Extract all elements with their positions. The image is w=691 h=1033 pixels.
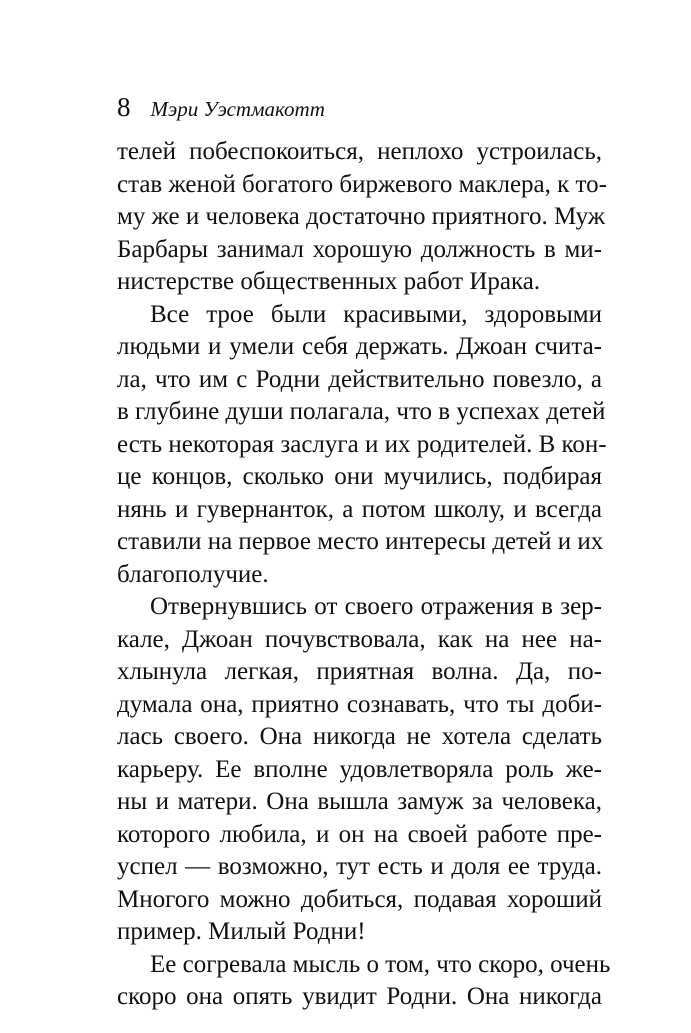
text-line: хлынула легкая, приятная волна. Да, по-: [117, 658, 602, 685]
text-line: благополучие.: [117, 560, 269, 588]
text-line: нистерстве общественных работ Ирака.: [117, 268, 541, 295]
text-line: Отвернувшись от своего отражения в зер-: [150, 593, 602, 620]
body-text: [117, 136, 611, 1014]
text-line: которого любила, и он на своей работе пре-: [117, 820, 602, 848]
text-line: людьми и умели себя держать. Джоан счита-: [117, 333, 602, 360]
running-title: Мэри Уэстмакотт: [150, 97, 325, 121]
text-line: став женой богатого биржевого маклера, к то-: [117, 170, 607, 198]
text-line: есть некоторая заслуга и их родителей. В кон-: [117, 430, 607, 458]
text-line: Все трое были красивыми, здоровыми: [150, 300, 602, 328]
text-line: лась своего. Она никогда не хотела сделать: [117, 723, 602, 750]
page-number: 8: [117, 92, 131, 122]
text-line: думала она, приятно сознавать, что ты доби-: [117, 690, 602, 718]
text-line: карьеру. Ее вполне удовлетворяла роль же-: [117, 755, 602, 783]
text-line: скоро она опять увидит Родни. Она никогда: [117, 983, 602, 1010]
text-line: телей побеспокоиться, неплохо устроилась,: [117, 138, 602, 165]
text-line: пример. Милый Родни!: [117, 918, 366, 945]
text-line: Ее согревала мысль о том, что скоро, очень: [150, 950, 611, 978]
text-line: в глубине души полагала, что в успехах детей: [117, 398, 606, 425]
text-line: кале, Джоан почувствовала, как на нее на-: [117, 625, 602, 653]
text-line: нянь и гувернанток, а потом школу, и всегда: [117, 495, 602, 523]
text-line: Барбары занимал хорошую должность в ми-: [117, 235, 602, 263]
text-line: ставили на первое место интересы детей и их: [117, 528, 604, 555]
text-line: ны и матери. Она вышла замуж за человека,: [117, 788, 602, 815]
text-line: ла, что им с Родни действительно повезло, а: [117, 365, 602, 393]
page-header: [117, 90, 325, 124]
text-line: Многого можно добиться, подавая хороший: [117, 885, 602, 913]
text-line: му же и человека достаточно приятного. Муж: [117, 203, 606, 230]
text-line: успел — возможно, тут есть и доля ее труда.: [117, 853, 602, 880]
text-line: це концов, сколько они мучились, подбирая: [117, 463, 602, 490]
